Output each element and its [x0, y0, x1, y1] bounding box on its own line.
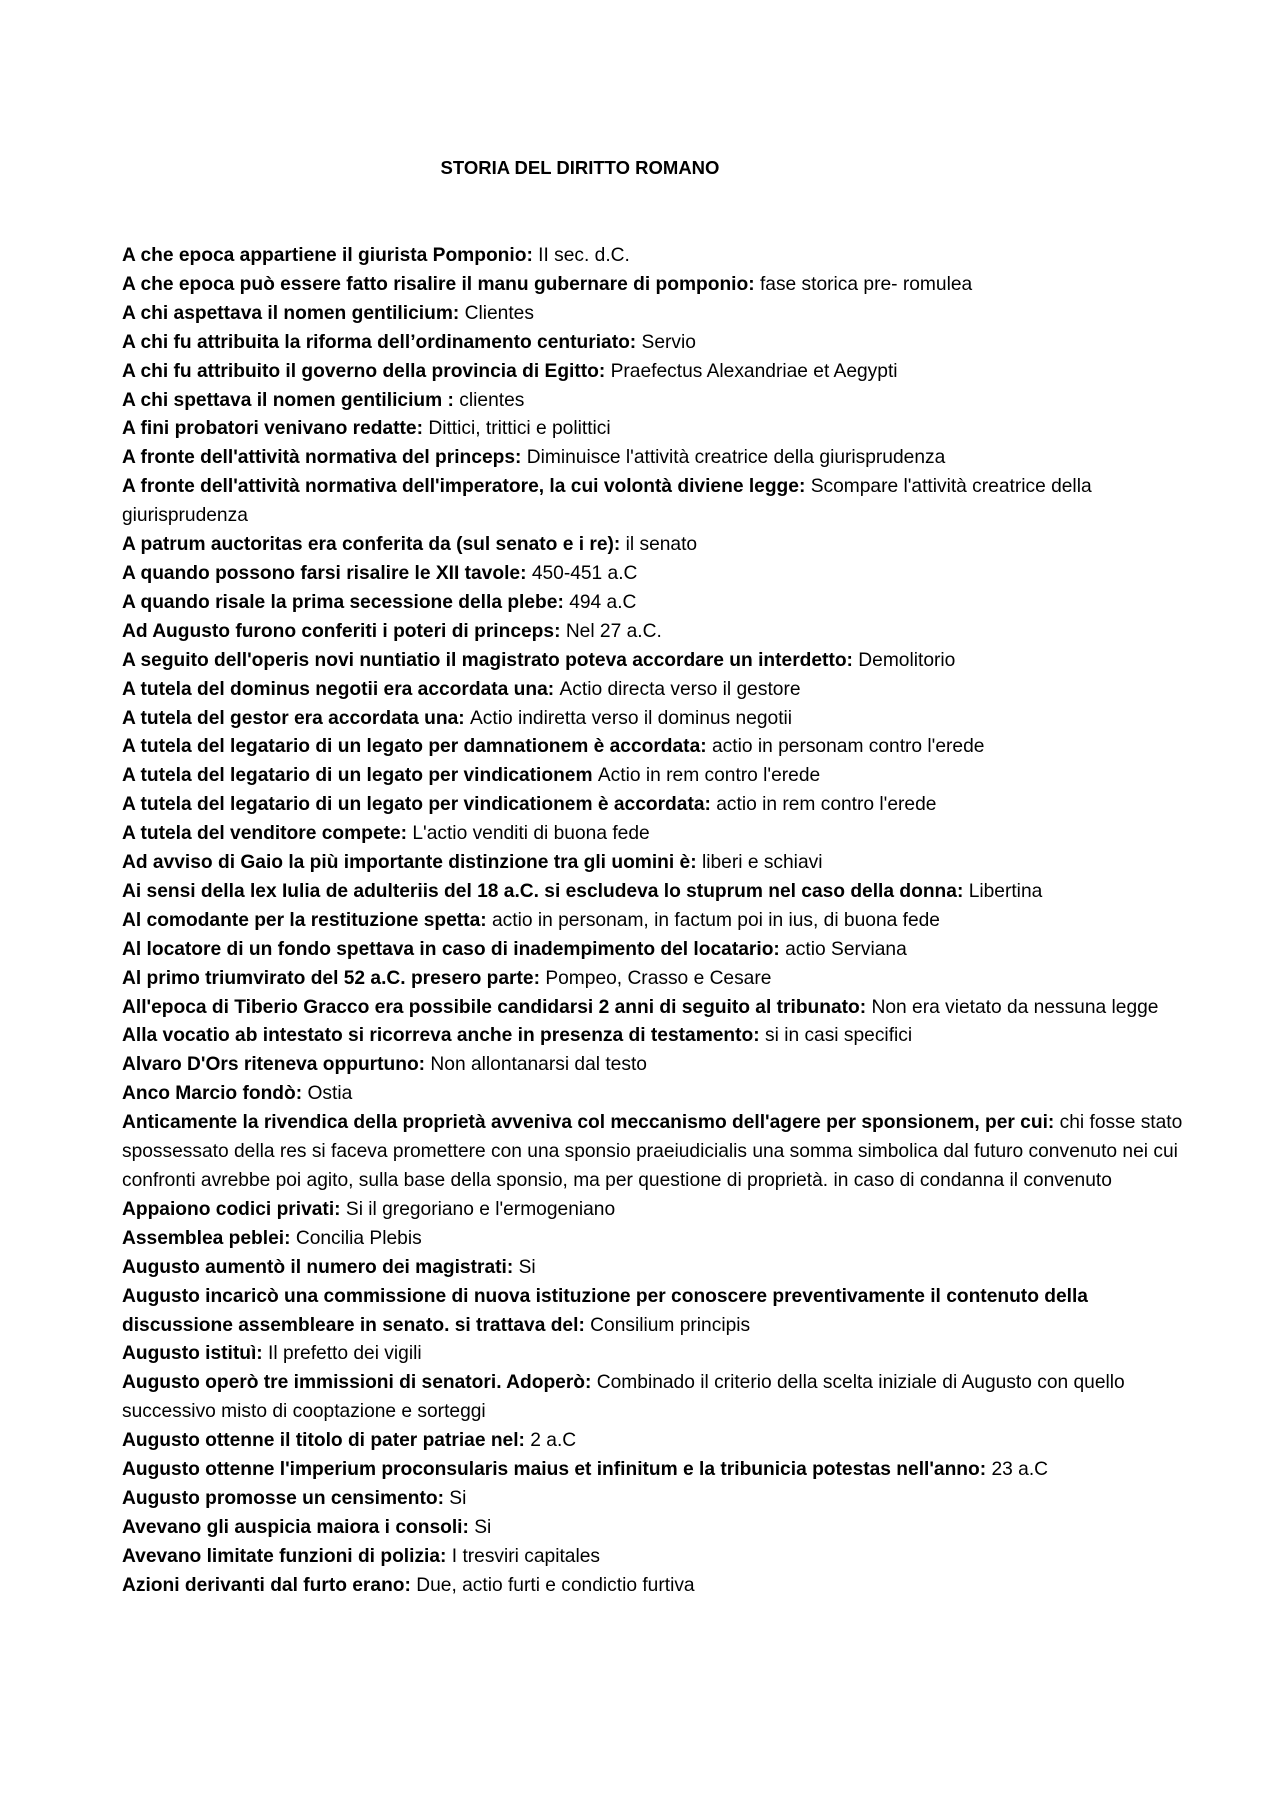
question-text: A fronte dell'attività normativa dell'imperatore, la cui volontà diviene legge [122, 476, 799, 498]
qa-entry [122, 242, 1184, 271]
question-text: A che epoca può essere fatto risalire il manu gubernare di pomponio: [122, 273, 755, 295]
question-text: A tutela del legatario di un legato per vindicationem è accordata [122, 794, 705, 816]
qa-entry [122, 444, 1184, 473]
qa-entry [122, 300, 1184, 329]
answer-text: actio Serviana [785, 938, 907, 960]
page-title: STORIA DEL DIRITTO ROMANO [440, 157, 720, 178]
qa-entry [122, 1080, 1184, 1109]
question-text: Alvaro D'Ors riteneva oppurtuno: [122, 1054, 426, 1076]
separator: : [442, 389, 460, 411]
qa-entry [122, 733, 1184, 762]
separator: : [753, 1025, 765, 1047]
answer-text: fase storica pre- romulea [759, 273, 973, 295]
answer-text: Si [518, 1256, 536, 1278]
answer-text: Non allontanarsi dal testo [430, 1054, 647, 1076]
qa-list [122, 242, 1184, 1601]
separator: : [416, 418, 429, 440]
answer-text: clientes [459, 389, 525, 411]
qa-entry [122, 878, 1184, 907]
qa-entry [122, 1572, 1184, 1601]
answer-text: Dittici, trittici e polittici [428, 418, 611, 440]
answer-text: II sec. d.C. [538, 245, 630, 266]
question-text: A chi fu attribuita la riforma dell’ordinamento centuriato: [122, 331, 637, 353]
separator: : [704, 794, 717, 816]
separator: : [578, 1314, 591, 1336]
answer-text: Scompare l'attività creatrice della giurisprudenza [122, 476, 1092, 527]
separator: : [458, 707, 470, 729]
separator: : [400, 823, 413, 845]
question-text: Augusto ottenne il titolo di pater patriae nel: [122, 1430, 525, 1452]
answer-text: 23 a.C [991, 1459, 1049, 1481]
qa-entry [122, 1109, 1184, 1196]
answer-text: Nel 27 a.C. [565, 620, 662, 642]
question-text: Avevano gli auspicia maiora i consoli: [122, 1516, 469, 1538]
question-text: A che epoca appartiene il giurista Pomponio [122, 245, 527, 266]
answer-text: Il prefetto dei vigili [268, 1343, 422, 1365]
answer-text: 494 a.C [569, 591, 637, 613]
qa-entry [122, 1225, 1184, 1254]
qa-entry [122, 387, 1184, 416]
question-text: A chi spettava il nomen gentilicium [122, 389, 443, 411]
answer-text: L'actio venditi di buona fede [412, 823, 650, 845]
question-text: Augusto ottenne l'imperium proconsularis maius et infinitum e la tribunicia potestas nell'anno: [122, 1459, 987, 1481]
qa-entry [122, 473, 1184, 531]
question-text: All'epoca di Tiberio Gracco era possibile candidarsi 2 anni di seguito al tribunato: [122, 996, 867, 1018]
answer-text: Actio in rem contro l'erede [597, 765, 821, 787]
answer-text: Servio [641, 331, 696, 353]
answer-text: Si il gregoriano e l'ermogeniano [345, 1198, 616, 1220]
qa-entry [122, 415, 1184, 444]
qa-entry [122, 849, 1184, 878]
answer-text: Pompeo, Crasso e Cesare [545, 967, 772, 989]
answer-text: liberi e schiavi [701, 852, 823, 874]
question-text: A tutela del gestor era accordata una [122, 707, 459, 729]
answer-text: Ostia [307, 1083, 353, 1105]
answer-text: si in casi specifici [765, 1025, 913, 1047]
question-text: A seguito dell'operis novi nuntiatio il magistrato poteva accordare un interdetto: [122, 649, 853, 671]
qa-entry [122, 358, 1184, 387]
question-text: Assemblea peblei: [122, 1227, 291, 1249]
question-text: A tutela del legatario di un legato per damnationem è accordata: [122, 736, 707, 758]
question-text: Augusto operò tre immissioni di senatori. Adoperò: [122, 1372, 592, 1394]
answer-text: il senato [625, 534, 698, 556]
question-text: A quando possono farsi risalire le XII tavole: [122, 562, 527, 584]
separator: : [256, 1343, 269, 1365]
answer-text: actio in rem contro l'erede [716, 794, 937, 816]
qa-entry [122, 936, 1184, 965]
answer-text: Actio directa verso il gestore [559, 678, 801, 700]
separator: : [557, 591, 570, 613]
question-text: A tutela del legatario di un legato per vindicationem [122, 765, 593, 787]
answer-text: actio in personam, in factum poi in ius, di buona fede [491, 909, 940, 931]
question-text: Augusto aumentò il numero dei magistrati: [122, 1256, 514, 1278]
qa-entry [122, 907, 1184, 936]
question-text: Ai sensi della lex Iulia de adulteriis del 18 a.C. si escludeva lo stuprum nel caso della donna [122, 880, 957, 902]
question-text: Anco Marcio fondò: [122, 1083, 303, 1105]
qa-entry [122, 647, 1184, 676]
question-text: A tutela del venditore compete [122, 823, 401, 845]
question-text: Ad Augusto furono conferiti i poteri di princeps: [122, 620, 561, 642]
qa-entry [122, 560, 1184, 589]
qa-entry [122, 1340, 1184, 1369]
qa-entry [122, 676, 1184, 705]
separator: : [598, 360, 611, 382]
question-text: A fini probatori venivano redatte [122, 418, 417, 440]
qa-entry [122, 618, 1184, 647]
qa-entry [122, 1283, 1184, 1341]
answer-text: actio in personam contro l'erede [711, 736, 985, 758]
separator: : [526, 245, 539, 266]
answer-text: 2 a.C [530, 1430, 577, 1452]
answer-text: Combinado il criterio della scelta iniziale di Augusto con quello successivo misto di cooptazione e sorteggi [122, 1372, 1125, 1423]
qa-entry [122, 1369, 1184, 1427]
question-text: Augusto incaricò una commissione di nuova istituzione per conoscere preventivamente il contenuto della discussione assembleare in senato. si trattava del [122, 1285, 1088, 1336]
qa-entry [122, 1196, 1184, 1225]
qa-entry [122, 1427, 1184, 1456]
qa-entry [122, 820, 1184, 849]
qa-entry [122, 994, 1184, 1023]
answer-text: Diminuisce l'attività creatrice della giurisprudenza [526, 447, 946, 469]
qa-entry [122, 271, 1184, 300]
qa-entry [122, 589, 1184, 618]
separator: : [1047, 1112, 1060, 1134]
question-text: Anticamente la rivendica della proprietà avveniva col meccanismo dell'agere per sponsionem, per cui [122, 1112, 1048, 1134]
qa-entry [122, 1022, 1184, 1051]
qa-entry [122, 1051, 1184, 1080]
qa-entry [122, 1254, 1184, 1283]
qa-entry [122, 965, 1184, 994]
question-text: A tutela del dominus negotii era accordata una [122, 678, 548, 700]
question-text: Ad avviso di Gaio la più importante distinzione tra gli uomini è [122, 852, 691, 874]
answer-text: Actio indiretta verso il dominus negotii [469, 707, 793, 729]
separator: : [690, 852, 702, 874]
separator: : [404, 1574, 417, 1596]
separator: : [334, 1198, 346, 1220]
answer-text: Si [474, 1516, 492, 1538]
question-text: Al locatore di un fondo spettava in caso di inadempimento del locatario: [122, 938, 780, 960]
answer-text: Praefectus Alexandriae et Aegypti [610, 360, 898, 382]
separator: : [798, 476, 811, 498]
qa-entry [122, 791, 1184, 820]
answer-text: 450-451 a.C [531, 562, 638, 584]
question-text: Al comodante per la restituzione spetta: [122, 909, 487, 931]
answer-text: Libertina [968, 880, 1043, 902]
qa-entry [122, 1543, 1184, 1572]
qa-entry [122, 1456, 1184, 1485]
separator: : [956, 880, 969, 902]
qa-entry [122, 531, 1184, 560]
qa-entry [122, 1514, 1184, 1543]
answer-text: Demolitorio [858, 649, 956, 671]
question-text: Al primo triumvirato del 52 a.C. presero parte [122, 967, 534, 989]
question-text: Augusto promosse un censimento: [122, 1487, 444, 1509]
question-text: Appaiono codici privati [122, 1198, 335, 1220]
qa-entry [122, 705, 1184, 734]
answer-text: chi fosse stato spossessato della res si faceva promettere con una sponsio praeiudicialis una somma simbolica dal futuro convenuto nei cui confronti avrebbe poi agito, sulla base della sponsio, ma per questione di proprietà. in caso di condanna il convenuto [122, 1112, 1183, 1191]
question-text: Augusto istituì [122, 1343, 257, 1365]
answer-text: I tresviri capitales [451, 1545, 600, 1567]
qa-entry [122, 329, 1184, 358]
question-text: A chi fu attribuito il governo della provincia di Egitto [122, 360, 599, 382]
answer-text: Si [449, 1487, 467, 1509]
qa-entry [122, 762, 1184, 791]
answer-text: Consilium principis [590, 1314, 751, 1336]
answer-text: Non era vietato da nessuna legge [871, 996, 1159, 1018]
answer-text: Concilia Plebis [295, 1227, 422, 1249]
question-text: Avevano limitate funzioni di polizia: [122, 1545, 447, 1567]
separator: : [547, 678, 560, 700]
question-text: A quando risale la prima secessione della plebe [122, 591, 558, 613]
qa-entry [122, 1485, 1184, 1514]
question-text: A patrum auctoritas era conferita da (sul senato e i re): [122, 534, 621, 556]
question-text: Azioni derivanti dal furto erano [122, 1574, 405, 1596]
answer-text: Clientes [464, 302, 534, 324]
question-text: Alla vocatio ab intestato si ricorreva anche in presenza di testamento [122, 1025, 754, 1047]
question-text: A fronte dell'attività normativa del princeps: [122, 447, 522, 469]
answer-text: Due, actio furti e condictio furtiva [416, 1574, 695, 1596]
question-text: A chi aspettava il nomen gentilicium: [122, 302, 460, 324]
separator: : [533, 967, 546, 989]
